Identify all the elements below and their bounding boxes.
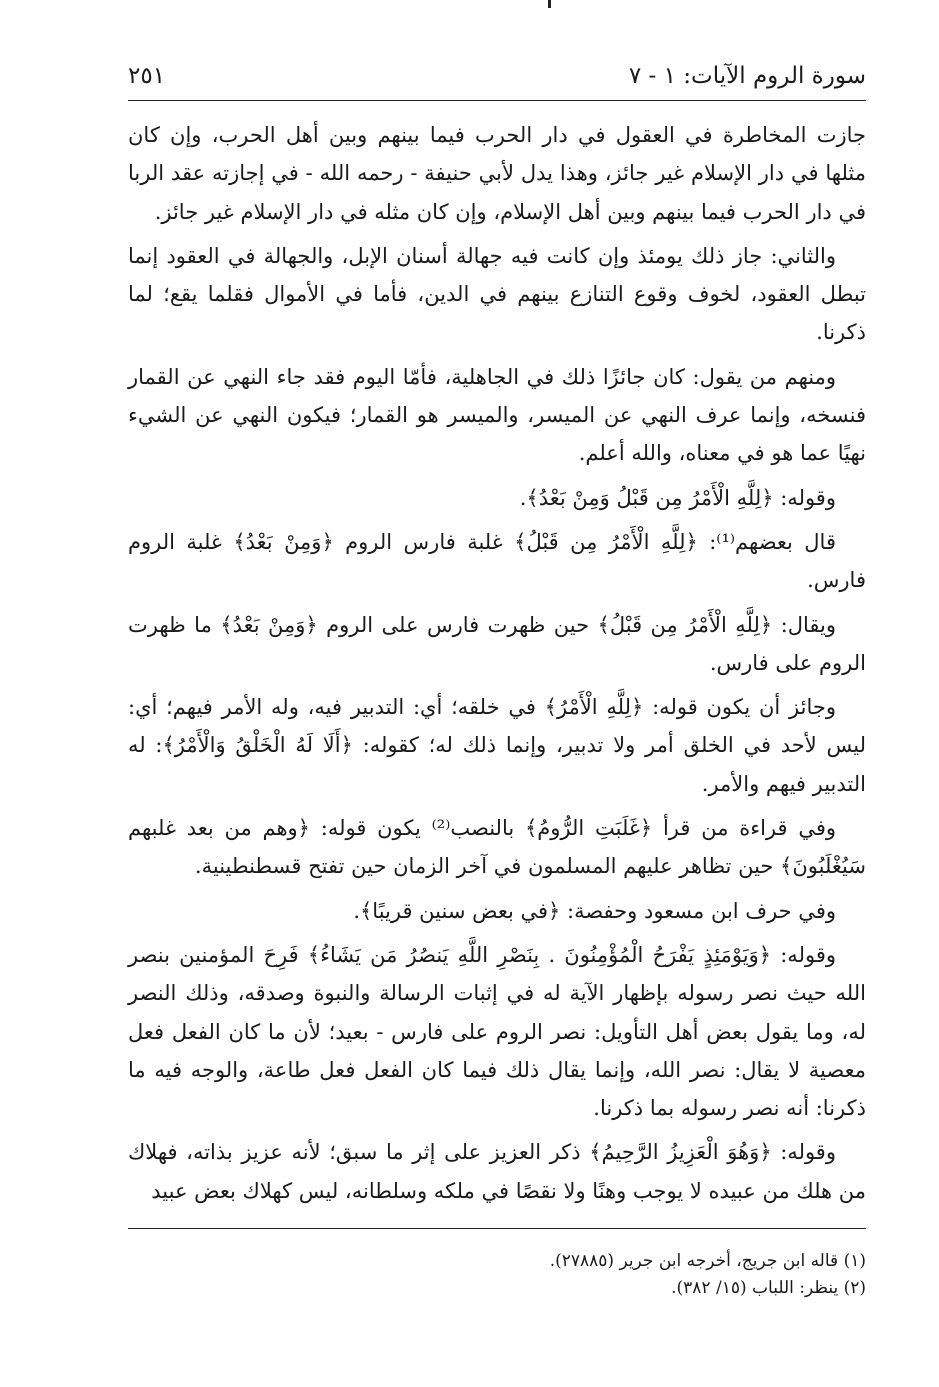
print-mark [548,0,551,8]
paragraph-7: وجائز أن يكون قوله: ﴿لِلَّهِ الْأَمْرُ﴾ في خلقه؛ أي: التدبير فيه، وله الأمر فيهم؛ أي: ليس لأحد في الخلق أمر ولا تدبير، وإنما ذلك له؛ كقوله: ﴿أَلَا لَهُ الْخَلْقُ وَالْأَمْرُ﴾: له التدبير فيهم والأمر. [128,695,866,796]
body-text [128,116,866,1216]
page-header [128,58,866,94]
header-rule [128,100,866,101]
paragraph-4: وقوله: ﴿لِلَّهِ الْأَمْرُ مِن قَبْلُ وَمِنْ بَعْدُ﴾. [519,485,836,510]
paragraph-2: والثاني: جاز ذلك يومئذ وإن كانت فيه جهالة أسنان الإبل، والجهالة في العقود إنما تبطل العقود، لخوف وقوع التنازع بينهم في الدين، فأما في الأموال فقلما يقع؛ لما ذكرنا. [128,243,866,345]
paragraph-8: وفي قراءة من قرأ ﴿غَلَبَتِ الرُّومُ﴾ بالنصب⁽²⁾ يكون قوله: ﴿وهم من بعد غلبهم سَيُغْلَبُونَ﴾ حين تظاهر عليهم المسلمون في آخر الزمان حين تفتح قسطنطينية. [128,816,866,879]
running-title: سورة الروم الآيات: ١ - ٧ [628,63,866,89]
footnotes [128,1248,866,1302]
paragraph-5: قال بعضهم⁽¹⁾: ﴿لِلَّهِ الْأَمْرُ مِن قَبْلُ﴾ غلبة فارس الروم ﴿وَمِنْ بَعْدُ﴾ غلبة الروم فارس. [128,529,866,593]
paragraph-10: وقوله: ﴿وَيَوْمَئِذٍ يَفْرَحُ الْمُؤْمِنُونَ . بِنَصْرِ اللَّهِ يَنصُرُ مَن يَشَاءُ﴾ فَرِحَ المؤمنين بنصر الله حيث نصر رسوله بإظهار الآية له في إثبات الرسالة والنبوة وصدقه، وذلك النصر له، وما يقول بعض أهل التأويل: نصر الروم على فارس - بعيد؛ لأن ما كان الفعل فعل معصية لا يقال: نصر الله، وإنما يقال ذلك فيما كان الفعل فعل طاعة، والوجه فيه ما ذكرنا: أنه نصر رسوله بما ذكرنا. [128,942,866,1121]
paragraph-9: وفي حرف ابن مسعود وحفصة: ﴿في بعض سنين قريبًا﴾. [353,898,836,923]
paragraph-1: جازت المخاطرة في العقول في دار الحرب فيما بينهم وبين أهل الحرب، وإن كان مثلها في دار الإسلام غير جائز، وهذا يدل لأبي حنيفة - رحمه الله - في إجازته عقد الربا في دار الحرب فيما بينهم وبين أهل الإسلام، وإن كان مثله في دار الإسلام غير جائز. [128,123,866,224]
paragraph-6: ويقال: ﴿لِلَّهِ الْأَمْرُ مِن قَبْلُ﴾ حين ظهرت فارس على الروم ﴿وَمِنْ بَعْدُ﴾ ما ظهرت الروم على فارس. [128,612,866,675]
footnote-2: (٢) ينظر: اللباب (١٥/ ٣٨٢). [671,1278,866,1298]
page-number: ٢٥١ [128,63,166,89]
footnote-rule [128,1228,866,1229]
paragraph-11: وقوله: ﴿وَهُوَ الْعَزِيزُ الرَّحِيمُ﴾ ذكر العزيز على إثر ما سبق؛ لأنه عزيز بذاته، فهلاك من هلك من عبيده لا يوجب وهنًا ولا نقصًا في ملكه وسلطانه، ليس كهلاك بعض عبيد [128,1140,866,1203]
footnote-1: (١) قاله ابن جريج، أخرجه ابن جرير (٢٧٨٨٥). [549,1251,866,1271]
paragraph-3: ومنهم من يقول: كان جائزًا ذلك في الجاهلية، فأمّا اليوم فقد جاء النهي عن القمار فنسخه، وإنما عرف النهي عن الميسر، والميسر هو القمار؛ فيكون النهي عن الشيء نهيًا عما هو في معناه، والله أعلم. [128,364,866,466]
